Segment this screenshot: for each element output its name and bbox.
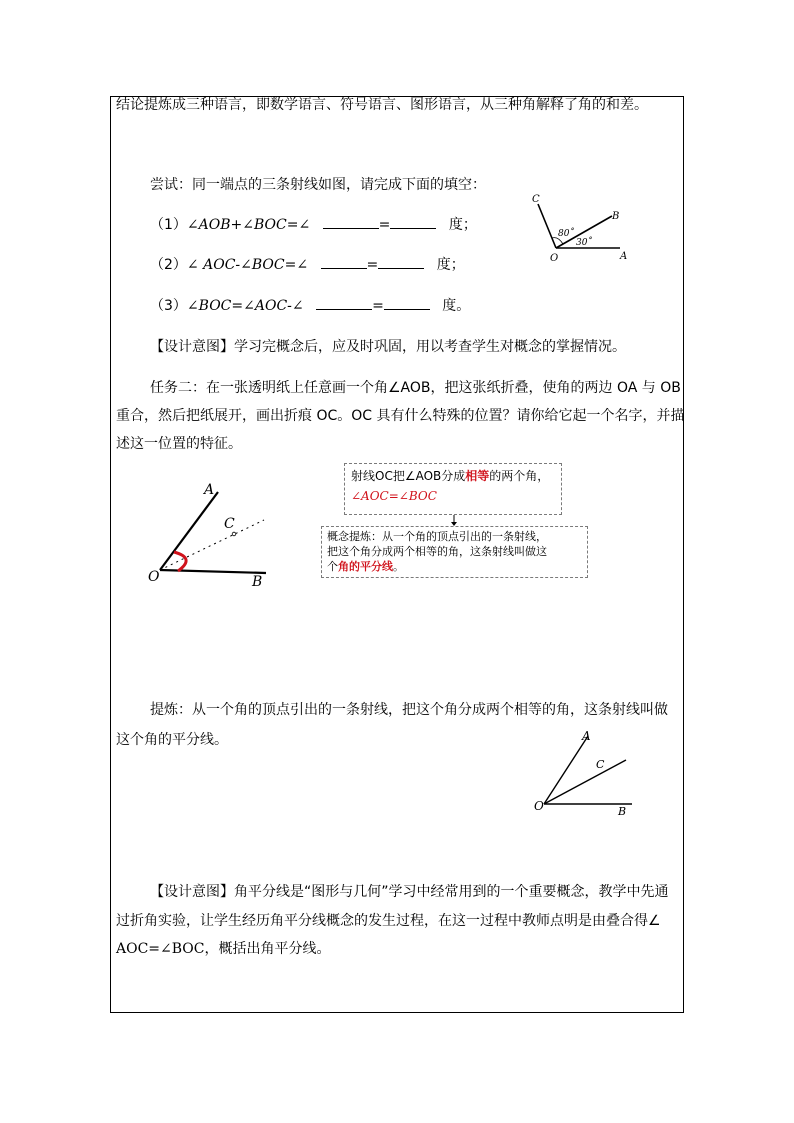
try-item-2 [150,252,465,278]
label-o: O [534,799,544,813]
item-expression: ∠AOB+∠BOC=∠ [186,217,311,233]
task2-line-2: 重合，然后把纸展开，画出折痕 OC。OC 具有什么特殊的位置？请你给它起一个名字，并描 [116,408,685,424]
answer-blank[interactable] [384,295,430,310]
label-b: B [252,574,263,590]
design-intent-tag: 【设计意图】 [150,339,234,355]
label-a: A [582,729,591,743]
try-prompt: 尝试：同一端点的三条射线如图，请完成下面的填空： [150,177,486,193]
fold-angle-figure [140,478,280,590]
design-intent-2-line-2: 过折角实验，让学生经历角平分线概念的发生过程，在这一过程中教师点明是由叠合得∠ [116,913,661,929]
label-o: O [550,253,559,264]
answer-blank[interactable] [378,254,424,269]
design-intent-tag: 【设计意图】 [150,884,234,900]
concept-highlight: 角的平分线 [338,560,393,573]
callout-formula: ∠AOC=∠BOC [351,489,437,503]
item-number: （3） [150,298,187,314]
label-o: O [148,569,160,585]
callout-concept [321,526,588,578]
label-b: B [612,211,620,222]
try-item-3 [150,293,470,319]
callout-bisector-statement [344,463,562,515]
ray-oc [538,204,556,248]
label-c: C [596,758,605,771]
refine-line-1: 提炼：从一个角的顶点引出的一条射线，把这个角分成两个相等的角，这条射线叫做 [150,702,668,718]
concept-line-3-end: 。 [393,560,404,573]
label-c: C [224,516,235,532]
label-b: B [618,805,627,818]
equals-sign: = [378,217,391,233]
label-a: A [620,251,628,262]
point-c [232,532,236,536]
ray-ob [160,570,266,573]
ray-oa [160,492,218,570]
task2-line-3: 述这一位置的特征。 [116,436,242,452]
ray-oc [544,760,626,804]
answer-blank[interactable] [316,295,372,310]
label-a: A [204,482,215,498]
unit-label: 度； [448,217,477,233]
item-number: （2） [150,257,187,273]
equals-sign: = [372,298,384,314]
ray-oa [544,736,588,804]
bisector-figure [528,726,638,820]
design-intent-1 [150,334,626,360]
angle-30-label: 30˚ [576,238,592,248]
answer-blank[interactable] [321,254,367,269]
unit-label: 度。 [442,298,471,314]
concept-line-1: 概念提炼：从一个角的顶点引出的一条射线， [327,530,547,543]
three-rays-figure [520,186,640,271]
try-item-1 [150,212,477,238]
angle-80-label: 80˚ [558,229,574,239]
answer-blank[interactable] [390,214,436,229]
callout-text: 的两个角， [489,469,550,483]
item-expression: ∠BOC=∠AOC-∠ [186,298,304,314]
concept-line-3: 个 [327,560,338,573]
intro-text: 结论提炼成三种语言，即数学语言、符号语言、图形语言，从三种角解释了角的和差。 [116,97,648,113]
design-intent-2-line-3: AOC=∠BOC，概括出角平分线。 [116,941,331,957]
design-intent-text: 学习完概念后，应及时巩固，用以考查学生对概念的掌握情况。 [234,339,626,355]
angle-arc [174,552,186,571]
design-intent-2-line-1 [150,879,669,905]
refine-line-2: 这个角的平分线。 [116,732,228,748]
unit-label: 度； [436,257,465,273]
equals-sign: = [366,257,379,273]
label-c: C [532,194,540,205]
callout-highlight: 相等 [465,469,490,483]
task2-line-1: 任务二：在一张透明纸上任意画一个角∠AOB，把这张纸折叠，使角的两边 OA 与 OB [150,380,681,396]
answer-blank[interactable] [323,214,379,229]
fold-crease-oc [160,520,264,570]
item-expression: ∠ AOC-∠BOC=∠ [186,257,309,273]
callout-text: 射线OC把∠AOB分成 [351,469,466,483]
concept-line-2: 把这个角分成两个相等的角，这条射线叫做这 [327,545,547,558]
item-number: （1） [150,217,187,233]
design-intent-text: 角平分线是“图形与几何”学习中经常用到的一个重要概念，教学中先通 [234,884,669,900]
